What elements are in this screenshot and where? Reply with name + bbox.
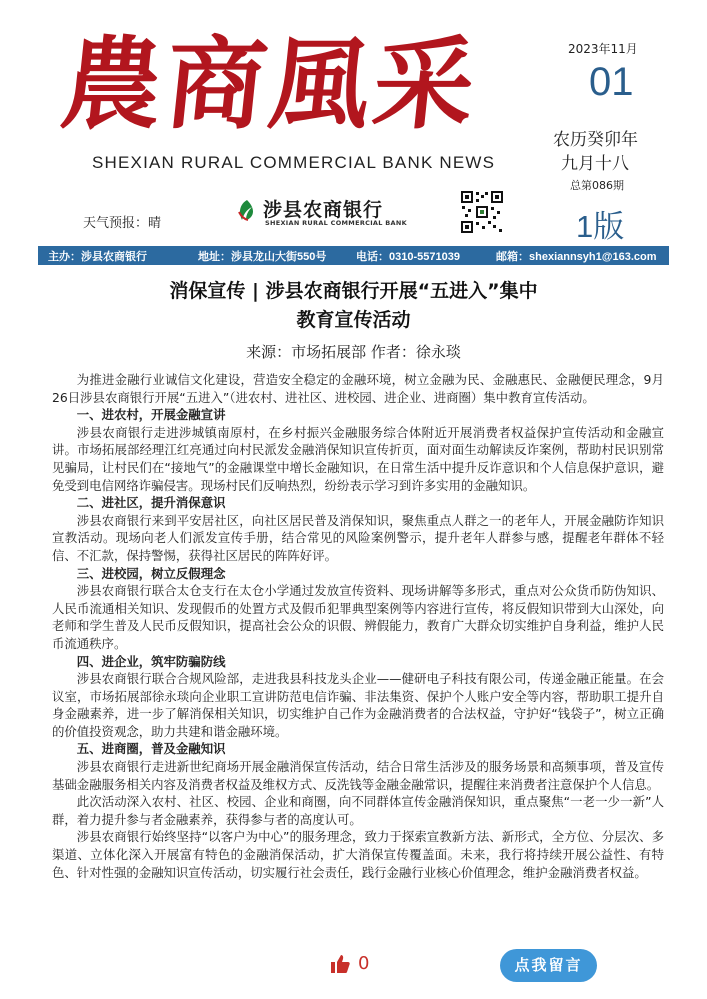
article-paragraph: 涉县农商银行走进涉城镇南原村，在乡村振兴金融服务综合体附近开展消费者权益保护宣传活动和金融宣讲。市场拓展部经理江红亮通过向村民派发金融消保知识宣传折页，面对面生动解读反诈案例，帮助村民识别常见骗局，让村民们在“接地气”的金融课堂中增长金融知识，在日常生活中提升反诈意识和个人信息保护意识，避免受到电信网络诈骗侵害。现场村民们反响热烈，纷纷表示学习到许多实用的金融知识。 <box>52 424 664 493</box>
info-phone: 电话：0310-5571039 <box>356 251 460 263</box>
article-paragraph: 为推进金融行业诚信文化建设，营造安全稳定的金融环境，树立金融为民、金融惠民、金融便民理念，9月26日涉县农商银行开展“五进入”（进农村、进社区、进校园、进企业、进商圈）集中教育宣传活动。 <box>52 372 664 405</box>
info-host: 主办：涉县农商银行 <box>48 251 147 263</box>
bank-logo <box>236 196 411 228</box>
section-heading: 四、进企业，筑牢防骗防线 <box>76 653 226 669</box>
thumbs-up-icon[interactable] <box>330 954 350 974</box>
bank-name-cn: 涉县农商银行 <box>263 199 384 221</box>
newspaper-subtitle: SHEXIAN RURAL COMMERCIAL BANK NEWS <box>92 153 496 172</box>
info-email: 邮箱：shexiannsyh1@163.com <box>496 251 657 263</box>
weather-forecast: 天气预报：晴 <box>83 216 162 231</box>
bank-logo-icon <box>236 198 258 222</box>
article-paragraph: 涉县农商银行走进新世纪商场开展金融消保宣传活动，结合日常生活涉及的服务场景和高频事项，普及宣传基础金融服务相关内容及消费者权益及维权方式、反洗钱等金融金融常识，提醒往来消费者注意保护个人信息。 <box>52 759 664 792</box>
newspaper-title-text: 農商風采 <box>55 25 485 143</box>
article-paragraph: 涉县农商银行联合合规风险部，走进我县科技龙头企业——健研电子科技有限公司，传递金融正能量。在会议室，市场拓展部徐永琰向企业职工宣讲防范电信诈骗、非法集资、保护个人账户安全等内容，帮助职工提升自身金融素养，进一步了解消保相关知识，切实维护自己作为金融消费者的合法权益，守护好“钱袋子”，树立正确的价值投资观念，助力共建和谐金融环境。 <box>52 671 664 739</box>
bank-name-en: SHEXIAN RURAL COMMERCIAL BANK <box>265 219 407 227</box>
lunar-date: 九月十八 <box>561 154 629 174</box>
article-paragraph: 涉县农商银行始终坚持“以客户为中心”的服务理念，致力于探索宣教新方法、新形式，全方位、分层次、多渠道、立体化深入开展富有特色的金融消保活动，扩大消保宣传覆盖面。未来，我行将持续开展公益性、有特色、针对性强的金融知识宣传活动，切实履行社会责任，践行金融行业核心价值理念，维护金融消费者权益。 <box>52 829 664 880</box>
article-paragraph: 涉县农商银行来到平安居社区，向社区居民普及消保知识，聚焦重点人群之一的老年人，开展金融防诈知识宣教活动。现场向老人们派发宣传手册，结合常见的风险案例警示，提升老年人群参与感，提醒老年群体不轻信、不汇款，保持警惕，获得社区居民的阵阵好评。 <box>52 512 664 563</box>
info-bar <box>38 246 669 265</box>
section-heading: 五、进商圈，普及金融知识 <box>76 741 226 757</box>
article-byline: 来源：市场拓展部 作者：徐永琰 <box>246 343 461 361</box>
edition-number: 1版 <box>576 209 625 244</box>
section-heading: 一、进农村，开展金融宣讲 <box>76 407 226 423</box>
like-count: 0 <box>358 953 370 974</box>
article-headline-line2: 教育宣传活动 <box>296 309 411 331</box>
article-headline-line1: 消保宣传 | 涉县农商银行开展“五进入”集中 <box>169 280 538 302</box>
masthead <box>0 0 707 245</box>
info-address: 地址：涉县龙山大街550号 <box>198 251 327 263</box>
date-day: 01 <box>589 60 634 104</box>
section-heading: 二、进社区，提升消保意识 <box>76 495 226 511</box>
comment-button[interactable]: 点我留言 <box>500 949 597 982</box>
newspaper-title <box>55 20 502 148</box>
date-year-month: 2023年11月 <box>568 42 638 56</box>
section-heading: 三、进校园，树立反假理念 <box>76 565 226 581</box>
lunar-year: 农历癸卯年 <box>553 130 638 150</box>
article-body <box>52 371 664 881</box>
issue-number: 总第086期 <box>570 179 624 192</box>
qr-code-icon <box>460 190 504 234</box>
article-paragraph: 涉县农商银行联合太仓支行在太仓小学通过发放宣传资料、现场讲解等多形式，重点对公众货币防伪知识、人民币流通相关知识、发现假币的处置方式及假币犯罪典型案例等内容进行宣传，将反假知识带到大山深处，向老师和学生普及人民币反假知识，提高社会公众的识假、辨假能力，教育广大群众切实维护自身利益，维护人民币流通秩序。 <box>52 583 664 651</box>
article-paragraph: 此次活动深入农村、社区、校园、企业和商圈，向不同群体宣传金融消保知识，重点聚焦“一老一少一新”人群，着力提升参与者金融素养，获得参与者的高度认可。 <box>52 794 664 827</box>
